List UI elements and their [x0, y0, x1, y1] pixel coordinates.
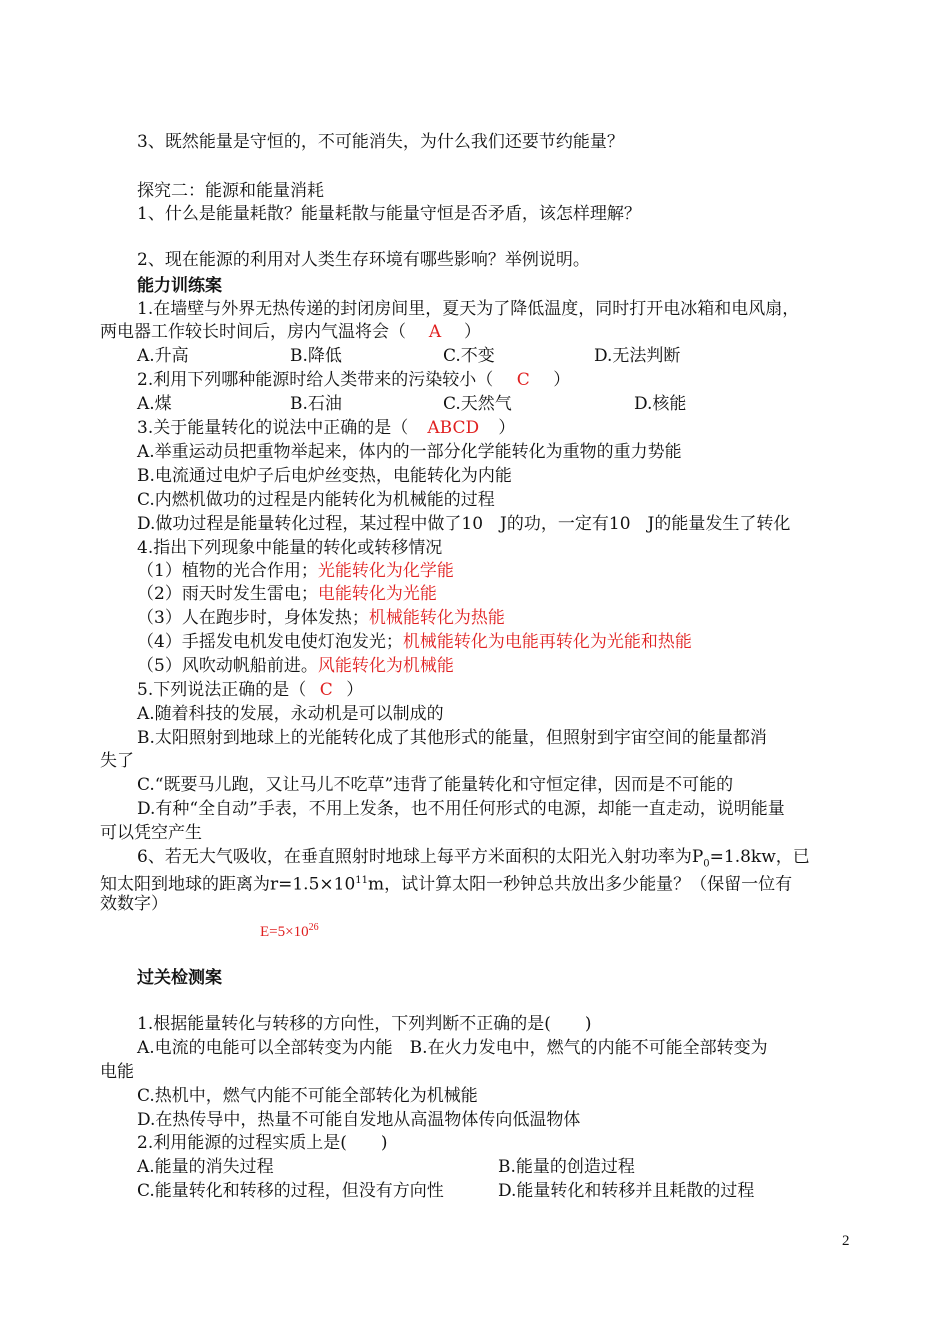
training-p5-option-d-line1: D.有种“全自动”手表，不用上发条，也不用任何形式的电源，却能一直走动，说明能量 [137, 799, 785, 819]
test-p2-stem: 2.利用能源的过程实质上是( ) [137, 1133, 388, 1153]
training-p1-answer: A [428, 322, 442, 342]
page-number: 2 [842, 1233, 850, 1249]
training-p5-option-a: A.随着科技的发展，永动机是可以制成的 [137, 704, 444, 724]
option: B.能量的创造过程 [498, 1157, 635, 1177]
training-heading: 能力训练案 [137, 276, 222, 296]
option: A.煤 [137, 394, 172, 414]
training-p3-option-d: D.做功过程是能量转化过程，某过程中做了10 J的功，一定有10 J的能量发生了转化 [137, 514, 791, 534]
training-p2-answer: C [516, 370, 530, 390]
answer-text: 风能转化为机械能 [317, 656, 454, 676]
answer-text: 电能转化为光能 [317, 584, 437, 604]
training-p4-stem: 4.指出下列现象中能量的转化或转移情况 [137, 538, 443, 558]
option: A.能量的消失过程 [137, 1157, 274, 1177]
question-conservation: 3、既然能量是守恒的，不可能消失，为什么我们还要节约能量？ [137, 132, 624, 152]
training-p3-stem: 3.关于能量转化的说法中正确的是（ ABCD ） [137, 418, 516, 438]
test-p1-option-d: D.在热传导中，热量不可能自发地从高温物体传向低温物体 [137, 1110, 581, 1130]
option: C.能量转化和转移的过程，但没有方向性 [137, 1181, 444, 1201]
test-p1-options-ab-cont: 电能 [100, 1062, 134, 1082]
training-p1-stem-line2: 两电器工作较长时间后，房内气温将会（ A ） [100, 322, 481, 342]
option: D.核能 [634, 394, 687, 414]
option: B.降低 [290, 346, 342, 366]
option: C.不变 [443, 346, 495, 366]
option: B.石油 [290, 394, 342, 414]
answer-text: 光能转化为化学能 [317, 561, 454, 581]
test-heading: 过关检测案 [137, 968, 222, 988]
training-p4-item: （2）雨天时发生雷电；电能转化为光能 [137, 584, 437, 604]
training-p3-option-a: A.举重运动员把重物举起来，体内的一部分化学能转化为重物的重力势能 [137, 442, 682, 462]
answer-text: 机械能转化为热能 [368, 608, 505, 628]
explore2-heading: 探究二：能源和能量消耗 [137, 181, 324, 201]
test-p1-option-c: C.热机中，燃气内能不可能全部转化为机械能 [137, 1086, 478, 1106]
training-p3-answer: ABCD [427, 418, 480, 438]
option: D.能量转化和转移并且耗散的过程 [498, 1181, 755, 1201]
training-p4-item: （4）手摇发电机发电使灯泡发光；机械能转化为电能再转化为光能和热能 [137, 632, 692, 652]
training-p6-line1: 6、若无大气吸收，在垂直照射时地球上每平方米面积的太阳光入射功率为$P_0=1.8kw$，已 [137, 847, 810, 870]
option: A.升高 [137, 346, 189, 366]
training-p5-option-b-line2: 失了 [100, 751, 134, 771]
explore2-question-2: 2、现在能源的利用对人类生存环境有哪些影响？举例说明。 [137, 250, 590, 270]
training-p4-item: （5）风吹动帆船前进。风能转化为机械能 [137, 656, 454, 676]
training-p3-option-c: C.内燃机做功的过程是内能转化为机械能的过程 [137, 490, 495, 510]
training-p6-answer: $E=5\times 10^{26}$ [260, 922, 319, 940]
training-p6-line3: 效数字） [100, 894, 168, 914]
training-p5-stem: 5.下列说法正确的是（ C ） [137, 680, 364, 700]
explore2-question-1: 1、什么是能量耗散？能量耗散与能量守恒是否矛盾，该怎样理解？ [137, 204, 641, 224]
training-p5-answer: C [319, 680, 333, 700]
training-p4-item: （1）植物的光合作用；光能转化为化学能 [137, 561, 454, 581]
option: C.天然气 [443, 394, 512, 414]
training-p5-option-c: C.“既要马儿跑，又让马儿不吃草”违背了能量转化和守恒定律，因而是不可能的 [137, 775, 734, 795]
training-p3-option-b: B.电流通过电炉子后电炉丝变热，电能转化为内能 [137, 466, 512, 486]
training-p2-stem: 2.利用下列哪种能源时给人类带来的污染较小（ C ） [137, 370, 571, 390]
training-p5-option-d-line2: 可以凭空产生 [100, 823, 202, 843]
training-p5-option-b-line1: B.太阳照射到地球上的光能转化成了其他形式的能量，但照射到宇宙空间的能量都消 [137, 728, 767, 748]
training-p4-item: （3）人在跑步时，身体发热；机械能转化为热能 [137, 608, 505, 628]
test-p1-stem: 1.根据能量转化与转移的方向性，下列判断不正确的是( ) [137, 1014, 592, 1034]
training-p1-stem-line1: 1.在墙壁与外界无热传递的封闭房间里，夏天为了降低温度，同时打开电冰箱和电风扇， [137, 299, 800, 319]
answer-text: 机械能转化为电能再转化为光能和热能 [402, 632, 692, 652]
option: D.无法判断 [594, 346, 681, 366]
training-p6-line2: 知太阳到地球的距离为$r=1.5\times 10^{11}m$，试计算太阳一秒钟总共放出多少能量？（保留一位有 [100, 874, 793, 895]
test-p1-options-ab: A.电流的电能可以全部转变为内能 B.在火力发电中，燃气的内能不可能全部转变为 [137, 1038, 768, 1058]
